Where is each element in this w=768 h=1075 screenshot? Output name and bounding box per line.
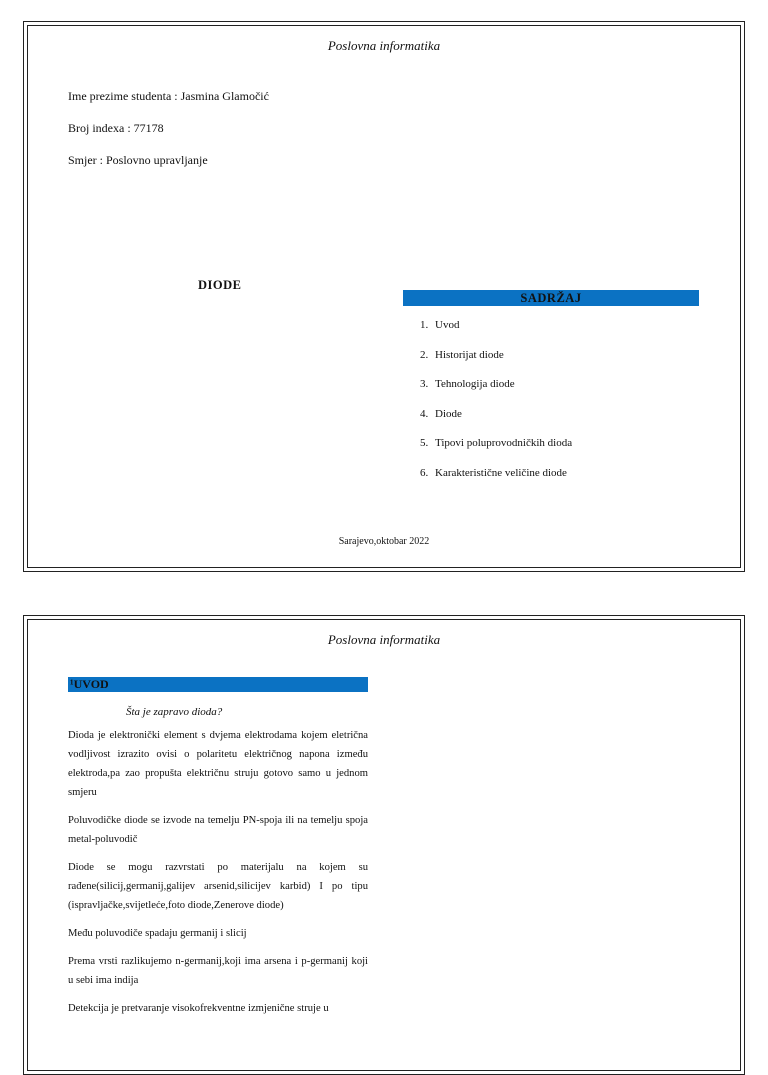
- page-border: [27, 25, 741, 568]
- toc-item-label: Historijat diode: [435, 348, 504, 361]
- toc-item-label: Diode: [435, 407, 462, 420]
- intro-page: [23, 615, 745, 1075]
- body-text: [68, 726, 368, 1027]
- page-border: [27, 619, 741, 1071]
- paragraph: Diode se mogu razvrstati po materijalu na kojem su rađene(silicij,germanij,galijev arsenid,silicijev karbid) I po tipu (ispravljačke,svijetleće,foto diode,Zenerove diode): [68, 862, 368, 911]
- student-name: Ime prezime studenta : Jasmina Glamočić: [68, 89, 269, 103]
- toc-item-label: Tehnologija diode: [435, 378, 515, 391]
- toc-item-label: Tipovi poluprovodničkih dioda: [435, 437, 573, 450]
- toc-item-number: 6.: [420, 466, 429, 479]
- paragraph: Detekcija je pretvaranje visokofrekventne izmjenične struje u: [68, 1003, 329, 1014]
- toc-item[interactable]: [420, 318, 572, 348]
- toc-item[interactable]: [420, 466, 572, 496]
- section-subtitle: Šta je zapravo dioda?: [126, 706, 223, 718]
- toc-item-number: 5.: [420, 437, 429, 450]
- page-header: Poslovna informatika: [327, 632, 441, 647]
- toc-item-number: 4.: [420, 407, 429, 420]
- paragraph: Poluvodičke diode se izvode na temelju PN-spoja ili na temelju spoja metal-poluvodič: [68, 815, 368, 845]
- section-heading: ¹UVOD: [68, 677, 368, 692]
- index-number: Broj indexa : 77178: [68, 121, 164, 135]
- paragraph: Dioda je elektronički element s dvjema elektrodama kojem eletrična vodljivost izrazito ovisi o polaritetu električnog napona između elektroda,pa zao propušta električnu struju gotovo samo u jednom smjeru: [68, 730, 368, 798]
- toc-item[interactable]: [420, 377, 572, 407]
- toc-item[interactable]: [420, 348, 572, 378]
- toc-item-number: 3.: [420, 378, 429, 391]
- toc-item[interactable]: [420, 436, 572, 466]
- table-of-contents: [420, 318, 572, 496]
- title-page: [23, 21, 745, 572]
- page-footer: Sarajevo,oktobar 2022: [338, 536, 430, 547]
- paragraph: Među poluvodiče spadaju germanij i slicij: [68, 928, 247, 939]
- paragraph: Prema vrsti razlikujemo n-germanij,koji ima arsena i p-germanij koji u sebi ima indija: [68, 956, 368, 986]
- toc-heading: SADRŽAJ: [403, 290, 699, 306]
- toc-item-label: Uvod: [435, 319, 460, 331]
- page-header: Poslovna informatika: [327, 38, 441, 53]
- toc-item[interactable]: [420, 407, 572, 437]
- toc-item-label: Karakteristične veličine diode: [435, 466, 567, 479]
- study-major: Smjer : Poslovno upravljanje: [68, 153, 208, 167]
- toc-item-number: 1.: [420, 319, 429, 331]
- toc-item-number: 2.: [420, 348, 429, 361]
- document-title: DIODE: [198, 278, 242, 292]
